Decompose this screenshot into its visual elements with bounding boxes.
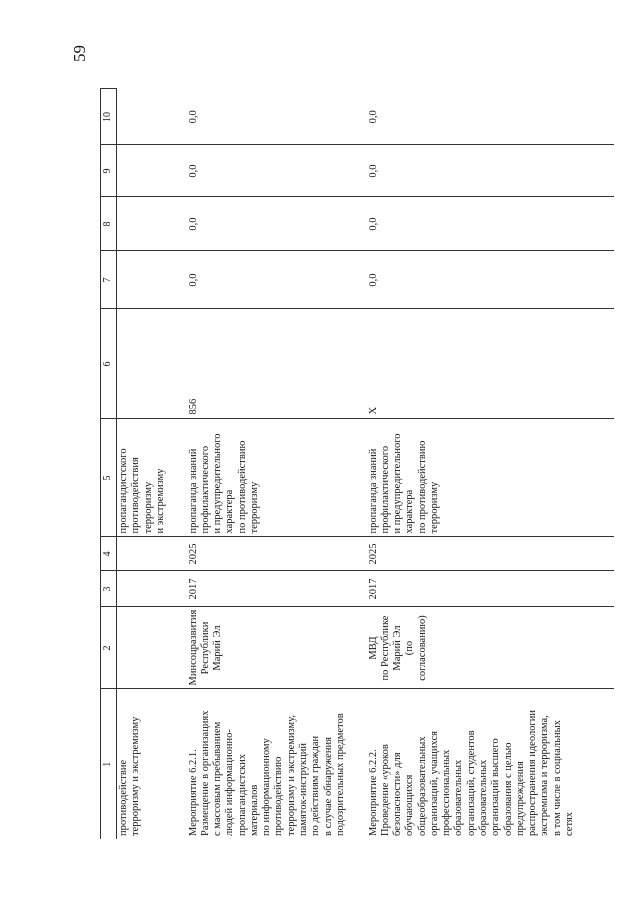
table-cell-col7 bbox=[187, 251, 367, 309]
cell-text: 0,0 bbox=[187, 217, 199, 231]
table-row bbox=[117, 89, 187, 839]
table-cell-col3 bbox=[187, 571, 367, 607]
table-cell-col10 bbox=[367, 89, 614, 145]
table-cell-col6 bbox=[117, 309, 187, 419]
header-row bbox=[101, 89, 117, 839]
cell-text-line: профилактического bbox=[199, 445, 211, 534]
cell-text-line: по противодействию bbox=[236, 440, 248, 534]
table-cell-col4 bbox=[117, 537, 187, 571]
table-cell-col2 bbox=[367, 607, 614, 689]
cell-text-line: по действиям граждан bbox=[310, 735, 322, 836]
header-cell: 10 bbox=[101, 89, 117, 145]
cell-text-line: (по согласованию) bbox=[404, 615, 428, 681]
cell-text-line: экстремизма и терроризма, bbox=[539, 715, 551, 836]
cell-text-line: Марий Эл bbox=[392, 625, 404, 671]
cell-text-line: безопасности» для bbox=[392, 752, 404, 836]
cell-text-line: обучающихся bbox=[404, 774, 416, 836]
cell-text-line: Марий Эл bbox=[212, 625, 224, 671]
table-cell-col10 bbox=[117, 89, 187, 145]
page-number: 59 bbox=[70, 45, 89, 62]
cell-text-line: Проведение «уроков bbox=[379, 744, 391, 836]
header-cell: 5 bbox=[101, 419, 117, 537]
cell-text: 0,0 bbox=[367, 164, 379, 178]
cell-text-line: организаций, учащихся bbox=[428, 731, 440, 836]
cell-text-line: с массовым пребыванием bbox=[212, 721, 224, 836]
table-cell-col6 bbox=[367, 309, 614, 419]
cell-text-line: распространения идеологии bbox=[527, 710, 539, 836]
cell-text: 0,0 bbox=[367, 110, 379, 124]
header-cell: 6 bbox=[101, 309, 117, 419]
cell-text-line: Размещение в организациях bbox=[199, 710, 211, 836]
cell-text: 856 bbox=[187, 398, 199, 415]
table-cell-col7 bbox=[367, 251, 614, 309]
header-cell: 7 bbox=[101, 251, 117, 309]
table-cell-col4 bbox=[187, 537, 367, 571]
cell-text-line: пропагандистского bbox=[118, 448, 129, 534]
table-cell-col5 bbox=[117, 419, 187, 537]
cell-text-line: и предупредительного bbox=[212, 433, 224, 534]
table-cell-col9 bbox=[367, 145, 614, 197]
header-cell: 1 bbox=[101, 689, 117, 839]
cell-text: 0,0 bbox=[187, 273, 199, 287]
cell-text-line: пропаганда знаний bbox=[367, 448, 379, 534]
header-cell: 3 bbox=[101, 571, 117, 607]
cell-text: 2017 bbox=[187, 578, 199, 600]
table-cell-col9 bbox=[117, 145, 187, 197]
cell-text-line: терроризму и экстремизму bbox=[130, 716, 142, 836]
table-cell-col1 bbox=[367, 689, 614, 839]
cell-text-line: памяток-инструкций bbox=[298, 743, 310, 836]
cell-text-line: организаций высшего bbox=[490, 738, 502, 836]
cell-text-line: Мероприятие 6.2.1. bbox=[187, 749, 199, 836]
table-cell-col8 bbox=[367, 197, 614, 251]
cell-text-line: сетях bbox=[564, 812, 575, 836]
cell-text-line: в случае обнаружения bbox=[322, 737, 334, 836]
cell-text-line: противодействие bbox=[118, 759, 129, 836]
table-cell-col7 bbox=[117, 251, 187, 309]
cell-text-line: подозрительных предметов bbox=[334, 713, 346, 836]
table-cell-col8 bbox=[187, 197, 367, 251]
table-cell-col6 bbox=[187, 309, 367, 419]
cell-text-line: и предупредительного bbox=[392, 433, 404, 534]
header-cell: 9 bbox=[101, 145, 117, 197]
cell-text-line: предупреждения bbox=[514, 761, 526, 836]
table-row bbox=[367, 89, 614, 839]
cell-text-line: пропаганда знаний bbox=[187, 448, 199, 534]
cell-text-line: материалов bbox=[248, 784, 260, 836]
table-cell-col5 bbox=[187, 419, 367, 537]
cell-text-line: людей информационно- bbox=[224, 729, 236, 836]
cell-text-line: Мероприятие 6.2.2. bbox=[367, 749, 379, 836]
header-cell: 4 bbox=[101, 537, 117, 571]
cell-text-line: противодействия bbox=[130, 457, 142, 534]
cell-text-line: терроризму bbox=[428, 481, 440, 534]
cell-text-line: терроризму bbox=[248, 481, 260, 534]
cell-text: 0,0 bbox=[187, 164, 199, 178]
cell-text-line: организаций, студентов bbox=[465, 730, 477, 836]
table-cell-col3 bbox=[117, 571, 187, 607]
cell-text: 2017 bbox=[367, 578, 379, 600]
cell-text-line: терроризму и экстремизму, bbox=[285, 715, 297, 836]
cell-text: 0,0 bbox=[367, 217, 379, 231]
table-cell-col8 bbox=[117, 197, 187, 251]
header-cell: 8 bbox=[101, 197, 117, 251]
cell-text-line: общеобразовательных bbox=[416, 736, 428, 836]
cell-text-line: образовательных bbox=[478, 759, 490, 836]
cell-text-line: противодействию bbox=[273, 756, 285, 836]
table-cell-col3 bbox=[367, 571, 614, 607]
table-cell-col1 bbox=[187, 689, 367, 839]
program-table bbox=[100, 89, 614, 840]
cell-text-line: терроризму bbox=[142, 481, 154, 534]
table-cell-col9 bbox=[187, 145, 367, 197]
cell-text-line: в том числе в социальных bbox=[551, 720, 563, 836]
cell-text-line: характера bbox=[404, 489, 416, 534]
table-cell-col10 bbox=[187, 89, 367, 145]
table-cell-col1 bbox=[117, 689, 187, 839]
table-cell-col2 bbox=[117, 607, 187, 689]
table-cell-col5 bbox=[367, 419, 614, 537]
cell-text-line: Республики bbox=[199, 621, 211, 675]
cell-text-line: по противодействию bbox=[416, 440, 428, 534]
cell-text: 2025 bbox=[367, 543, 379, 565]
cell-text: X bbox=[367, 406, 379, 415]
header-cell: 2 bbox=[101, 607, 117, 689]
cell-text-line: характера bbox=[224, 489, 236, 534]
cell-text: 0,0 bbox=[187, 110, 199, 124]
table-cell-col2 bbox=[187, 607, 367, 689]
table-cell-col4 bbox=[367, 537, 614, 571]
cell-text-line: профилактического bbox=[379, 445, 391, 534]
cell-text-line: по информационному bbox=[261, 738, 273, 836]
cell-text-line: по Республике bbox=[379, 615, 391, 681]
cell-text-line: образования с целью bbox=[502, 742, 514, 836]
cell-text-line: и экстремизму bbox=[154, 468, 166, 534]
cell-text-line: пропагандистских bbox=[236, 754, 248, 836]
table-row bbox=[187, 89, 367, 839]
cell-text-line: профессиональных bbox=[441, 749, 453, 836]
cell-text-line: МВД bbox=[367, 636, 379, 660]
cell-text-line: образовательных bbox=[453, 759, 465, 836]
cell-text: 2025 bbox=[187, 543, 199, 565]
cell-text-line: Минсоцразвития bbox=[187, 609, 199, 686]
cell-text: 0,0 bbox=[367, 273, 379, 287]
